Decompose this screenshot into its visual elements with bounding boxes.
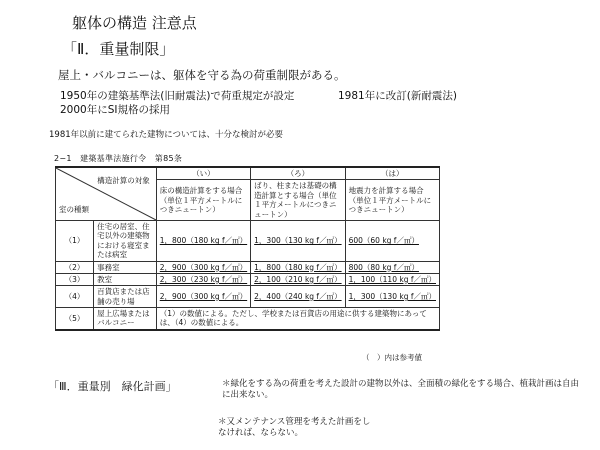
seismic-load: 800（80 kg f／㎡） — [345, 261, 439, 273]
maintenance-note: ＊又メンテナンス管理を考えた計画をしなければ、ならない。 — [218, 417, 371, 439]
beam-load: 2，400（240 kg f／㎡） — [251, 286, 345, 308]
room-type: 住宅の居室、住宅以外の建築物における寝室または病室 — [94, 221, 157, 262]
column-key: （ろ） — [251, 167, 345, 180]
diag-bottom-label: 室の種類 — [59, 204, 89, 214]
table-row — [56, 308, 440, 330]
beam-load: 1，300（130 kg f／㎡） — [251, 221, 345, 262]
law-1981-text: 1981年に改訂(新耐震法) — [338, 90, 457, 102]
table-footnote: （ ）内は参考値 — [362, 353, 422, 362]
room-type: 事務室 — [94, 261, 157, 273]
law-2000-text: 2000年にSI規格の採用 — [60, 104, 170, 116]
floor-load: 2，900（300 kg f／㎡） — [156, 286, 250, 308]
seismic-load: 1，300（130 kg f／㎡） — [345, 286, 439, 308]
row-number: （3） — [56, 273, 94, 285]
room-type: 百貨店または店舗の売り場 — [94, 286, 157, 308]
section-heading-greening: 「Ⅲ．重量別 緑化計画」 — [48, 380, 177, 393]
column-key: （い） — [156, 167, 250, 180]
diag-top-label: 構造計算の対象 — [97, 176, 150, 185]
column-desc: ばり、柱または基礎の構造計算とする場合（単位１平方メートルにつきニュートン） — [251, 180, 345, 221]
room-type: 屋上広場またはバルコニー — [94, 308, 157, 330]
row5-rule-text: （1）の数値による。ただし、学校または百貨店の用途に供する建築物にあっては、（4）の数値による。 — [156, 308, 439, 330]
column-desc: 床の構造計算をする場合（単位１平方メートルにつきニュートン） — [156, 180, 250, 221]
table-row — [56, 286, 440, 308]
intro-text: 屋上・バルコニーは、躯体を守る為の荷重制限がある。 — [58, 68, 346, 82]
page-title: 躯体の構造 注意点 — [72, 14, 197, 32]
row-number: （5） — [56, 308, 94, 330]
floor-load: 2，300（230 kg f／㎡） — [156, 273, 250, 285]
greening-note: ＊緑化をする為の荷重を考えた設計の建物以外は、全面積の緑化をする場合、植栽計画は自由に出来ない。 — [222, 379, 580, 401]
table-row — [56, 261, 440, 273]
table-caption: 2−1 建築基準法施行令 第85条 — [54, 154, 183, 163]
beam-load: 1，800（180 kg f／㎡） — [251, 261, 345, 273]
check-note: 1981年以前に建てられた建物については、十分な検討が必要 — [49, 130, 283, 140]
section-heading-weight-limit: 「Ⅱ．重量制限」 — [62, 40, 175, 58]
column-key: （は） — [345, 167, 439, 180]
load-table — [55, 166, 440, 331]
table-row — [56, 273, 440, 285]
table-row — [56, 221, 440, 262]
room-type: 教室 — [94, 273, 157, 285]
law-1950-text: 1950年の建築基準法(旧耐震法)で荷重規定が設定 — [60, 90, 295, 102]
seismic-load: 600（60 kg f／㎡） — [345, 221, 439, 262]
seismic-load: 1，100（110 kg f／㎡） — [345, 273, 439, 285]
row-number: （4） — [56, 286, 94, 308]
row-number: （2） — [56, 261, 94, 273]
beam-load: 2，100（210 kg f／㎡） — [251, 273, 345, 285]
row-number: （1） — [56, 221, 94, 262]
table-header-row — [56, 167, 440, 180]
diagonal-header-cell — [56, 167, 157, 221]
floor-load: 1，800（180 kg f／㎡） — [156, 221, 250, 262]
floor-load: 2，900（300 kg f／㎡） — [156, 261, 250, 273]
column-desc: 地震力を計算する場合（単位１平方メートルにつきニュートン） — [345, 180, 439, 221]
